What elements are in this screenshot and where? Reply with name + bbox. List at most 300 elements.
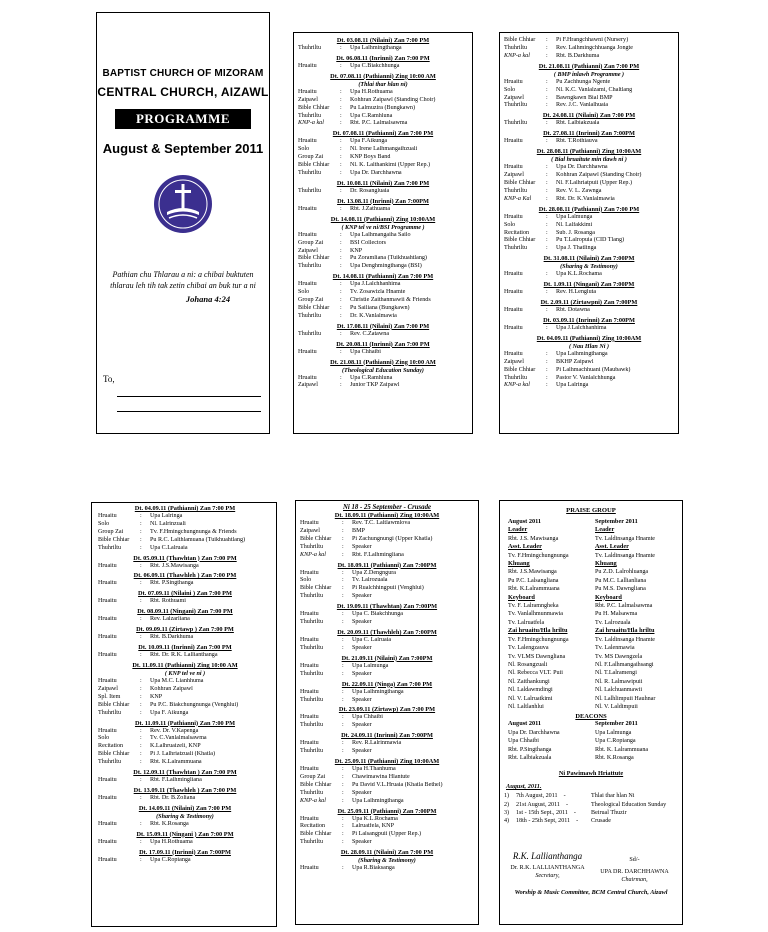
- duty-separator: :: [342, 585, 344, 592]
- duty-separator: :: [340, 297, 342, 304]
- duty-separator: :: [140, 794, 142, 801]
- event-number: 2): [504, 801, 510, 808]
- duty-row: [300, 544, 474, 552]
- praise-role-label: Keyboard: [508, 593, 535, 601]
- duty-row: [298, 313, 468, 321]
- duty-person: Speaker: [352, 696, 372, 703]
- schedule-panel-september-1: [91, 502, 277, 927]
- praise-role-label: Keyboard: [595, 593, 622, 601]
- duty-row: [298, 206, 468, 214]
- duty-person: Rbt. J.Zathuama: [350, 205, 391, 212]
- secretary-title: Secretary,: [535, 872, 560, 879]
- duty-separator: :: [340, 112, 342, 119]
- duty-role: Zaipawl: [300, 527, 320, 534]
- duty-row: [300, 782, 474, 790]
- duty-person: Upa Dr. Darchhawna: [350, 169, 402, 176]
- duty-separator: :: [140, 820, 142, 827]
- duty-role: Hruaitu: [504, 213, 523, 220]
- duty-separator: :: [342, 781, 344, 788]
- duty-row: [98, 702, 272, 710]
- duty-row: [504, 196, 674, 204]
- duty-person: Christie Zaithanmawii & Friends: [350, 297, 431, 304]
- duty-role: Hruaitu: [98, 580, 117, 587]
- duty-person: Tv. C.Vanlalmalsawma: [150, 735, 207, 742]
- schedule-entry: [300, 758, 474, 806]
- duty-role: Solo: [98, 520, 110, 527]
- duty-separator: :: [140, 759, 142, 766]
- praise-member: Tv. F. Lalramngheka: [508, 603, 559, 610]
- schedule-entry: [98, 849, 272, 865]
- duty-separator: :: [340, 88, 342, 95]
- duty-role: Thuhriltu: [300, 696, 324, 703]
- duty-separator: :: [140, 598, 142, 605]
- duty-row: [300, 645, 474, 653]
- duty-row: [298, 89, 468, 97]
- duty-row: [300, 593, 474, 601]
- duty-separator: :: [342, 636, 344, 643]
- praise-member: Nl. F.Lalhmangaihsangi: [595, 661, 654, 668]
- duty-row: [98, 678, 272, 686]
- schedule-entry: [98, 787, 272, 803]
- duty-separator: :: [342, 593, 344, 600]
- duty-row: [504, 87, 674, 95]
- duty-row: [298, 281, 468, 289]
- duty-separator: :: [140, 513, 142, 519]
- duty-row: [300, 663, 474, 671]
- service-date-heading: Dt. 13.08.11 (Inrinni) Zan 7:00PM: [337, 197, 429, 205]
- duty-role: Hruaitu: [98, 513, 117, 519]
- duty-row: [300, 619, 474, 627]
- event-dash: -: [573, 809, 576, 816]
- duty-separator: :: [140, 838, 142, 845]
- praise-member: Tv. Laldinsanga Hnamte: [595, 535, 656, 542]
- duty-person: Rev. R.Lalrinmawia: [352, 740, 402, 747]
- service-subtitle: ( Bial hruaitute min tlawh ni ): [551, 157, 627, 164]
- duty-separator: :: [140, 528, 142, 535]
- duty-person: Dr. Rosangluaia: [350, 187, 390, 194]
- duty-role: KNP-a kal: [300, 551, 326, 558]
- service-date-heading: Dt. 07.09.11 (Nilaini ) Zan 7:00 PM: [138, 590, 232, 598]
- schedule-entry: [298, 198, 468, 214]
- address-to-label: To,: [103, 373, 115, 384]
- service-date-heading: Dt. 04.09.11 (Pathianni) Zing 10:00AM: [536, 334, 642, 342]
- duty-role: Spl. Item: [98, 693, 121, 700]
- duty-row: [504, 222, 674, 230]
- duty-person: Upa Lalmunga: [556, 213, 593, 220]
- duty-row: [300, 748, 474, 756]
- duty-role: Hruaitu: [504, 350, 523, 357]
- duty-row: [298, 263, 468, 271]
- schedule-entry: [298, 130, 468, 178]
- schedule-entry: [504, 63, 674, 111]
- duty-person: Speaker: [352, 644, 372, 651]
- duty-person: Upa Lalhmangaiha Sailo: [350, 231, 411, 238]
- duty-separator: :: [140, 562, 142, 569]
- duty-person: Upa H.Rothuama: [150, 838, 193, 845]
- duty-role: Thuhriltu: [300, 839, 324, 846]
- schedule-entry: [298, 359, 468, 391]
- duty-person: Rev. Dr. V.Kapenga: [150, 727, 199, 734]
- duty-person: Rbt. F.Lalhmingliana: [150, 777, 202, 784]
- service-date-heading: Dt. 04.09.11 (Pathianni) Zan 7:00 PM: [134, 505, 236, 512]
- schedule-entry: [300, 732, 474, 756]
- duty-separator: :: [546, 229, 548, 236]
- duty-separator: :: [340, 138, 342, 145]
- duty-person: Rev. C.Zatawna: [350, 330, 390, 337]
- praise-member: Nl. Rebecca VLT. Puii: [508, 670, 563, 677]
- service-date-heading: Dt. 19.09.11 (Thawhtan) Zan 7:00PM: [336, 603, 438, 611]
- schedule-entry: [504, 130, 674, 146]
- duty-role: Solo: [298, 289, 310, 296]
- duty-row: [504, 180, 674, 188]
- duty-separator: :: [140, 751, 142, 758]
- duty-role: Hruaitu: [504, 307, 523, 314]
- schedule-entry: [504, 255, 674, 279]
- duty-person: Rbt. Dr. K.Vanlalmawia: [556, 195, 615, 202]
- secretary-signature: [504, 853, 591, 885]
- event-date: [516, 801, 591, 809]
- duty-row: [504, 245, 674, 253]
- duty-row: [504, 325, 674, 333]
- duty-role: Thuhriltu: [298, 169, 322, 176]
- duty-separator: :: [546, 164, 548, 171]
- duty-person: Upa C.Biakchhunga: [350, 62, 400, 69]
- praise-role-label: Leader: [508, 526, 528, 534]
- service-subtitle: ( Nau Hlan Ni ): [569, 343, 609, 350]
- schedule-entry: [300, 808, 474, 848]
- schedule-entry: [504, 148, 674, 204]
- schedule-panel-august-1: [293, 32, 473, 434]
- schedule-entry: [504, 299, 674, 315]
- duty-person: KNP: [350, 247, 363, 254]
- duty-separator: :: [546, 221, 548, 228]
- duty-person: Rbt. Dotawna: [556, 307, 590, 314]
- duty-person: Upa Z.Dengngura: [352, 569, 396, 576]
- praise-role-label: Zai hruaitu/Hla hriltu: [508, 627, 568, 635]
- event-date-text: 7th August, 2011: [516, 793, 558, 800]
- duty-row: [98, 759, 272, 767]
- duty-separator: :: [340, 312, 342, 319]
- praise-member: Pu M.C. Lallianliana: [595, 577, 647, 584]
- duty-role: Hruaitu: [300, 636, 319, 643]
- duty-row: [300, 689, 474, 697]
- duty-role: Group Zai: [298, 154, 324, 161]
- praise-member: Nl. Lalhlimpuii Hauhnar: [595, 695, 656, 702]
- service-date-heading: Dt. 06.09.11 (Thawhleh ) Zan 7:00 PM: [133, 572, 237, 580]
- service-date-heading: Dt. 28.08.11 (Pathianni) Zan 7:00 PM: [538, 205, 640, 213]
- duty-role: Bible Chhiar: [98, 536, 130, 543]
- duty-separator: :: [140, 735, 142, 742]
- service-date-heading: Dt. 18.09.11 (Pathianni) Zan 7:00PM: [337, 561, 437, 569]
- duty-role: Thuhriltu: [298, 312, 322, 319]
- duty-role: Hruaitu: [300, 662, 319, 669]
- service-date-heading: Dt. 10.08.11 (Nilaini) Zan 7:00 PM: [336, 179, 430, 187]
- deacon-member: Rbt. K. Lalrammuana: [595, 746, 649, 753]
- duty-separator: :: [340, 263, 342, 270]
- praise-member: Tv. MS Dawngzela: [595, 653, 643, 660]
- duty-separator: :: [342, 688, 344, 695]
- service-date-heading: Dt. 17.09.11 (Inrinni) Zan 7:00PM: [139, 848, 231, 856]
- duty-role: Thuhriltu: [298, 112, 322, 119]
- service-date-heading: Dt. 14.09.11 (Nilaini) Zan 7:00 PM: [138, 804, 232, 812]
- praise-member: Tv. Lalengzauva: [508, 645, 549, 652]
- praise-member: Rbt. J.S.Mawisanga: [508, 569, 557, 576]
- duty-role: Hruaitu: [300, 714, 319, 721]
- duty-row: [298, 240, 468, 248]
- duty-person: Nl. Irene Lalhmangaihzuali: [350, 146, 418, 153]
- duty-separator: :: [546, 187, 548, 194]
- service-date-heading: Dt. 07.08.11 (Pathianni) Zan 7:00 PM: [332, 130, 434, 138]
- duty-role: Recitation: [300, 823, 326, 830]
- duty-role: KNP-a kal: [298, 120, 324, 127]
- duty-row: [504, 307, 674, 315]
- event-number: 4): [504, 817, 510, 824]
- service-subtitle: ( BMP inlawh Programme ): [553, 71, 625, 78]
- duty-separator: :: [340, 382, 342, 389]
- praise-member: Nl. R. Lalmawipuii: [595, 678, 643, 685]
- duty-row: [300, 790, 474, 798]
- duty-row: [504, 230, 674, 238]
- duty-row: [300, 611, 474, 619]
- duty-person: Rbt. Rothuami: [150, 598, 186, 605]
- duty-role: Bible Chhiar: [504, 237, 536, 244]
- duty-separator: :: [342, 644, 344, 651]
- duty-separator: :: [140, 634, 142, 641]
- service-date-heading: Dt. 17.08.11 (Nilaini) Zan 7:00 PM: [336, 322, 430, 330]
- praise-group-september: [591, 518, 678, 711]
- duty-row: [98, 694, 272, 702]
- duty-separator: :: [140, 727, 142, 734]
- duty-person: BMP: [352, 527, 365, 534]
- duty-row: [298, 63, 468, 71]
- duty-separator: :: [340, 374, 342, 381]
- deacon-member: Upa Chhaibi: [508, 738, 539, 745]
- service-date-heading: Dt. 15.09.11 (Ningani ) Zan 7:00 PM: [136, 830, 234, 838]
- duty-row: [98, 563, 272, 571]
- service-date-heading: Dt. 22.09.11 (Ninga) Zan 7:00 PM: [341, 680, 433, 688]
- duty-role: Hruaitu: [300, 520, 319, 526]
- duty-separator: :: [342, 714, 344, 721]
- duty-role: Solo: [504, 86, 516, 93]
- duty-person: Rev. J.C. Vanlalhuaia: [556, 102, 609, 109]
- duty-role: Hruaitu: [98, 820, 117, 827]
- event-description: Beirual Thuzir: [591, 809, 627, 816]
- duty-person: Upa Lalringa: [150, 513, 183, 519]
- duty-separator: :: [546, 366, 548, 373]
- duty-person: Junior TKP Zaipawl: [350, 382, 400, 389]
- duty-role: Hruaitu: [298, 205, 317, 212]
- praise-member: Pu H. Malsawma: [595, 611, 638, 618]
- duty-person: Rbt. B.Darkhuma: [150, 634, 194, 641]
- duty-person: Dr. K.Vanlalmawia: [350, 312, 397, 319]
- schedule-entry: [504, 206, 674, 254]
- service-date-heading: Dt. 1.09.11 (Ningani) Zan 7:00PM: [543, 281, 635, 289]
- duty-role: Hruaitu: [98, 634, 117, 641]
- service-date-heading: Dt. 05.09.11 (Thawhtan ) Zan 7:00 PM: [133, 554, 237, 562]
- service-date-heading: Dt. 21.09.11 (Nilaini) Zan 7:00PM: [341, 654, 433, 662]
- duty-role: Hruaitu: [504, 164, 523, 171]
- duty-separator: :: [546, 195, 548, 202]
- duty-role: Group Zai: [298, 239, 324, 246]
- duty-row: [98, 735, 272, 743]
- duty-person: Speaker: [352, 670, 372, 677]
- duty-role: Hruaitu: [298, 281, 317, 288]
- duty-role: Bible Chhiar: [98, 701, 130, 708]
- duty-person: Upa K.L.Rochama: [352, 815, 398, 822]
- duty-person: Rbt. J.S.Mawisanga: [150, 562, 199, 569]
- duty-separator: :: [340, 231, 342, 238]
- duty-separator: :: [546, 120, 548, 127]
- duty-role: Hruaitu: [298, 348, 317, 355]
- deacon-member: Upa C.Ropianga: [595, 738, 636, 745]
- duty-row: [504, 375, 674, 383]
- duty-role: Bible Chhiar: [298, 255, 330, 262]
- duty-role: Hruaitu: [98, 794, 117, 801]
- duty-row: [300, 697, 474, 705]
- duty-row: [98, 777, 272, 785]
- important-day-row: [504, 792, 678, 800]
- service-date-heading: Dt. 27.08.11 (Inrinni) Zan 7:00PM: [543, 130, 635, 138]
- duty-separator: :: [342, 527, 344, 534]
- duty-role: Hruaitu: [300, 766, 319, 773]
- duty-person: Speaker: [352, 593, 372, 600]
- duty-row: [504, 214, 674, 222]
- schedule-entry: [298, 180, 468, 196]
- duty-row: [298, 146, 468, 154]
- duty-row: [98, 686, 272, 694]
- duty-row: [98, 598, 272, 606]
- schedule-entry: [98, 505, 272, 553]
- schedule-entry: [98, 626, 272, 642]
- schedule-entry: [298, 323, 468, 339]
- duty-separator: :: [546, 78, 548, 85]
- duty-person: Rev. Lalzarliana: [150, 616, 190, 623]
- service-subtitle: (Theological Education Sunday): [342, 367, 424, 374]
- duty-person: Nl. F.Lalhriatpuii (Upper Rep.): [556, 179, 633, 186]
- event-date: [516, 817, 591, 825]
- programme-dates: August & September 2011: [102, 141, 264, 156]
- duty-row: [98, 795, 272, 803]
- service-date-heading: Dt. 18.09.11 (Pathianni) Zing 10:00AM: [334, 512, 440, 519]
- duty-person: Pastor V. Vanlalchhunga: [556, 374, 616, 381]
- duty-person: Rbt. T.Rothiauva: [556, 138, 598, 145]
- duty-person: Upa Lalringa: [556, 382, 589, 389]
- committee-footer: Worship & Music Committee, BCM Central Church, Aizawl: [514, 888, 668, 896]
- duty-role: KNP-a Kal: [504, 195, 532, 202]
- duty-person: Upa F.Aikunga: [350, 138, 388, 145]
- duty-role: Hruaitu: [98, 777, 117, 784]
- duty-person: Bawngkawn Bial BMP: [556, 94, 613, 101]
- duty-role: Hruaitu: [298, 138, 317, 145]
- duty-row: [298, 105, 468, 113]
- org-name: BAPTIST CHURCH OF MIZORAM: [102, 68, 264, 79]
- duty-separator: :: [342, 831, 344, 838]
- duty-separator: :: [546, 94, 548, 101]
- duty-separator: :: [140, 677, 142, 684]
- praise-member: Pu M.S. Dawngliana: [595, 586, 646, 593]
- duty-person: Rbt. K.Rosanga: [150, 820, 189, 827]
- duty-role: Hruaitu: [298, 231, 317, 238]
- duty-row: [504, 37, 674, 45]
- service-date-heading: Dt. 24.08.11 (Nilaini) Zan 7:00 PM: [542, 112, 636, 120]
- duty-person: Upa H.Thanhuma: [352, 766, 396, 773]
- duty-separator: :: [546, 138, 548, 145]
- service-date-heading: Dt. 14.08.11 (Pathianni) Zing 10:00AM: [330, 215, 436, 223]
- duty-person: Pu R.C. Lalthlamuana (Tuikhuahtlang): [150, 536, 246, 543]
- deacons-august: [504, 720, 591, 762]
- duty-row: [504, 164, 674, 172]
- duty-row: [98, 529, 272, 537]
- duty-row: [300, 570, 474, 578]
- duty-person: Pu David V.L.Hruaia (Khatla Bethel): [352, 781, 443, 788]
- duty-role: Hruaitu: [504, 271, 523, 278]
- schedule-entry: [98, 644, 272, 660]
- duty-person: Rbt. F.Lalhmingliana: [352, 551, 404, 558]
- schedule-entry: [98, 805, 272, 829]
- duty-role: Hruaitu: [300, 611, 319, 618]
- duty-person: Upa J.Lalchhanhima: [556, 324, 607, 331]
- duty-person: Kohhran Zaipawl (Standing Choir): [350, 96, 436, 103]
- service-subtitle: (Thlai thar hlan ni): [358, 81, 408, 88]
- duty-row: [98, 580, 272, 588]
- duty-person: Rbt. Dr. B.Zoliana: [150, 794, 196, 801]
- duty-role: Hruaitu: [298, 374, 317, 381]
- duty-role: Bible Chhiar: [98, 751, 130, 758]
- praise-member: Nl. Rosangzuali: [508, 661, 548, 668]
- schedule-entry: [98, 720, 272, 768]
- church-logo-icon: [153, 174, 213, 234]
- duty-separator: :: [342, 815, 344, 822]
- duty-person: Kohhran Zaipawl (Standing Choir): [556, 172, 642, 179]
- service-date-heading: Dt. 21.08.11 (Pathianni) Zan 7:00 PM: [538, 62, 640, 70]
- duty-row: [504, 289, 674, 297]
- service-date-heading: Dt. 10.09.11 (Inrinni) Zan 7:00 PM: [138, 644, 232, 652]
- duty-separator: :: [140, 652, 142, 659]
- deacon-member: Upa Lalmunga: [595, 729, 632, 736]
- duty-role: Bible Chhiar: [298, 104, 330, 111]
- service-date-heading: Dt. 08.09.11 (Ningani) Zan 7:00 PM: [137, 608, 233, 616]
- duty-separator: :: [342, 839, 344, 846]
- deacon-member: Rbt. K.Rosanga: [595, 754, 634, 761]
- duty-person: Pi Lalhmachhuani (Maubawk): [556, 366, 631, 373]
- duty-separator: :: [140, 544, 142, 551]
- duty-role: Thuhriltu: [504, 245, 528, 252]
- duty-person: Rbt. B.Darkhuma: [556, 52, 600, 59]
- duty-role: KNP-a kal: [504, 382, 530, 389]
- duty-role: Hruaitu: [98, 727, 117, 734]
- duty-person: Kohhran Zaipawl: [150, 685, 193, 692]
- duty-role: Thuhriltu: [98, 709, 122, 716]
- event-dash: -: [563, 793, 566, 800]
- duty-row: [98, 634, 272, 642]
- duty-row: [98, 751, 272, 759]
- signature-scribble: R.K. Lallianthanga: [512, 851, 583, 862]
- duty-role: Thuhriltu: [504, 374, 528, 381]
- service-date-heading: Dt. 11.09.11 (Pathianni) Zing 10:00 AM: [132, 661, 238, 669]
- praise-member: Pu Z.D. Lalrohluanga: [595, 569, 649, 576]
- duty-person: Upa Lalhmingthanga: [352, 797, 404, 804]
- duty-person: Upa Lalhmingthanga: [556, 350, 608, 357]
- duty-role: Bible Chhiar: [300, 781, 332, 788]
- praise-role-label: Asst. Leader: [508, 543, 542, 551]
- duty-row: [298, 170, 468, 178]
- duty-role: Thuhriltu: [98, 759, 122, 766]
- duty-row: [298, 45, 468, 53]
- duty-role: Bible Chhiar: [504, 37, 536, 43]
- praise-member: Pu P.C. Lalsangliana: [508, 577, 559, 584]
- chairman-title: Chairman,: [621, 876, 648, 883]
- service-subtitle: (Sharing & Testimony): [560, 264, 618, 271]
